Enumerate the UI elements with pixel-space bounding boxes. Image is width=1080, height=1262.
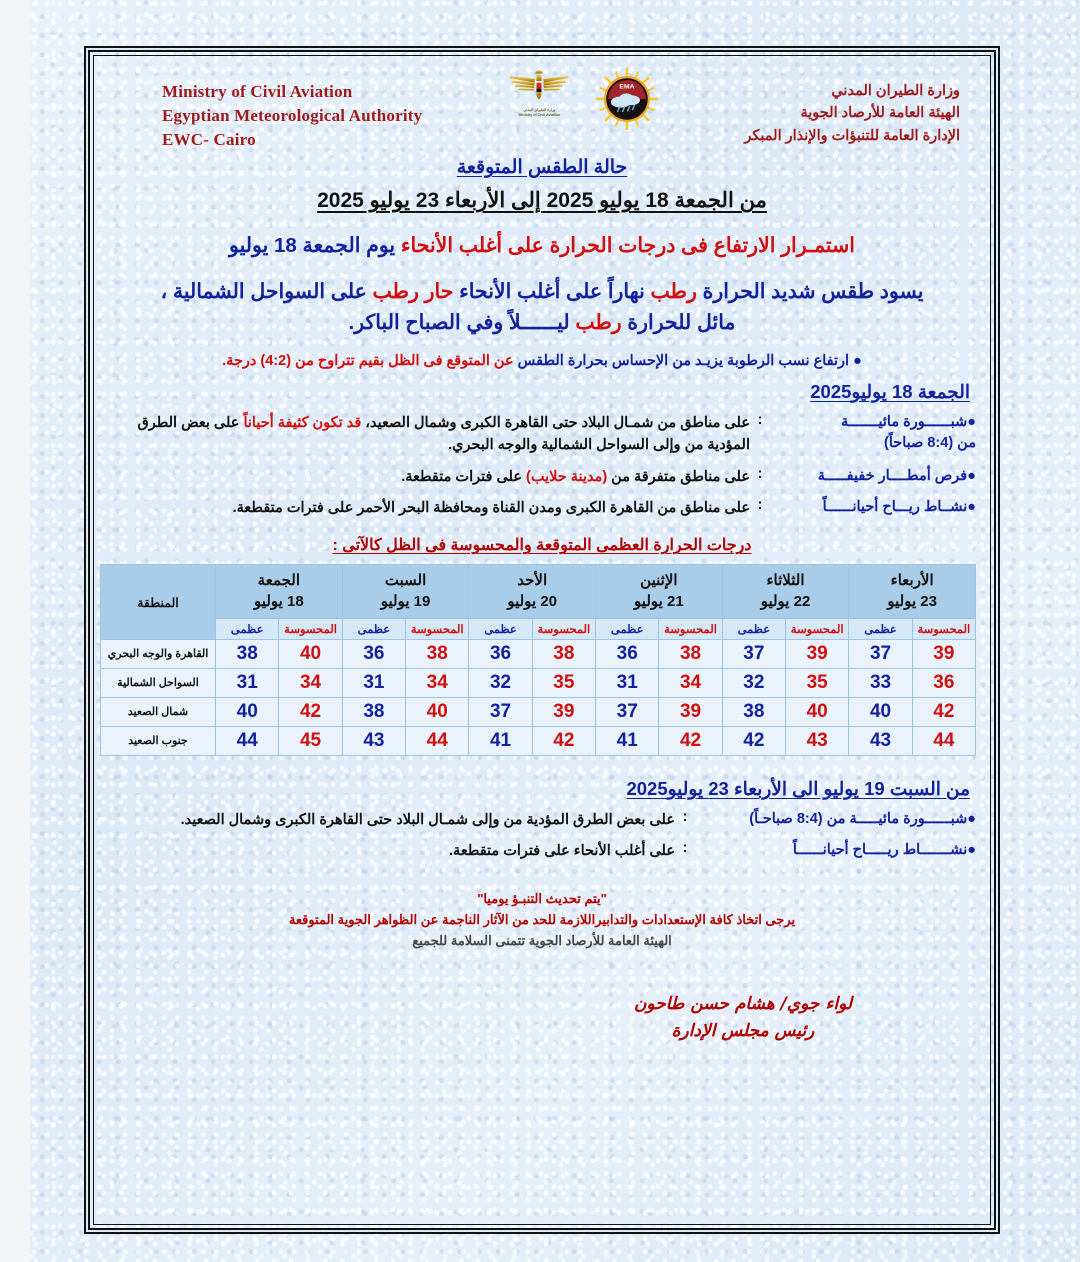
- sub-max-3: عظمى: [596, 618, 659, 639]
- table-day-header-2: [469, 565, 596, 619]
- footer-daily-update-note: "يتم تحديث التنبـؤ يوميا": [477, 890, 607, 906]
- table-region-header: المنطقة: [101, 565, 216, 640]
- headline-primary-red: استمـرار الارتفاع فى درجات الحرارة على أغلب الأنحاء: [400, 234, 855, 258]
- hl2-p2: نهاراً: [602, 280, 651, 304]
- signature-block: [108, 991, 976, 1045]
- cell-feel-r2-d2: 39: [532, 697, 595, 726]
- sub-feel-0: المحسوسة: [279, 618, 342, 639]
- friday-row-wind: [108, 497, 976, 519]
- weekend-row-fog-colon: :: [682, 808, 688, 825]
- hl3-p2: ليــــــلاً وفي الصباح الباكر.: [348, 310, 576, 334]
- footer-notes: [108, 889, 976, 951]
- cell-max-r0-d5: 37: [849, 639, 912, 668]
- scan-margin-left: [0, 0, 30, 1262]
- table-row: [101, 668, 976, 697]
- day-date-5: 23 يوليو: [887, 592, 937, 610]
- sub-feel-5: المحسوسة: [912, 618, 975, 639]
- weekend-rows: [108, 809, 976, 863]
- cell-max-r3-d1: 43: [342, 726, 405, 755]
- friday-section-heading: الجمعة 18 يوليو2025: [810, 380, 970, 402]
- cell-feel-r0-d1: 38: [406, 639, 469, 668]
- sub-max-4: عظمى: [722, 618, 785, 639]
- sub-feel-3: المحسوسة: [659, 618, 722, 639]
- cell-max-r0-d0: 38: [216, 639, 279, 668]
- cell-feel-r2-d1: 40: [406, 697, 469, 726]
- cell-feel-r3-d4: 43: [786, 726, 849, 755]
- table-day-header-4: [722, 565, 849, 619]
- cell-max-r1-d0: 31: [216, 668, 279, 697]
- cell-feel-r0-d4: 39: [786, 639, 849, 668]
- friday-row-wind-value: [108, 497, 754, 519]
- fog-v2: على بعض الطرق المؤدية من وإلى السواحل الشمالية والوجه البحري.: [137, 414, 750, 454]
- cell-max-r1-d2: 32: [469, 668, 532, 697]
- wind-v0: على مناطق من القاهرة الكبرى ومدن القناة ومحافظة البحر الأحمر على فترات متقطعة.: [232, 500, 750, 516]
- header-arabic-block: [744, 80, 960, 147]
- sub-max-5: عظمى: [849, 618, 912, 639]
- cell-max-r0-d4: 37: [722, 639, 785, 668]
- hl2-p0: يسود طقس شديد الحرارة: [696, 280, 924, 304]
- cell-max-r0-d1: 36: [342, 639, 405, 668]
- cell-max-r3-d3: 41: [596, 726, 659, 755]
- header-en-line-1: Ministry of Civil Aviation: [162, 82, 353, 101]
- cell-max-r2-d0: 40: [216, 697, 279, 726]
- hl2-p5: على السواحل الشمالية ،: [160, 280, 373, 304]
- headline-secondary-line-1: [108, 277, 976, 308]
- document-header: [108, 60, 976, 152]
- friday-row-fog-value: [108, 412, 754, 457]
- header-english-block: [162, 80, 422, 152]
- temperature-table-body: [101, 639, 976, 755]
- friday-row-fog-label: [766, 412, 976, 456]
- sub-feel-2: المحسوسة: [532, 618, 595, 639]
- winged-eagle-icon: [508, 68, 570, 102]
- hl2-p1: رطب: [650, 280, 697, 304]
- friday-row-fog: [108, 412, 976, 457]
- rain-v0: على مناطق متفرقة من: [607, 468, 750, 485]
- header-ar-line-3: الإدارة العامة للتنبؤات والإنذار المبكر: [744, 127, 960, 144]
- friday-row-wind-colon: :: [757, 497, 763, 513]
- fog-v1: قد تكون كثيفة أحياناً: [243, 414, 362, 431]
- cell-feel-r0-d2: 38: [532, 639, 595, 668]
- cell-feel-r1-d2: 35: [532, 668, 595, 697]
- cell-feel-r1-d4: 35: [786, 668, 849, 697]
- day-date-0: 18 يوليو: [254, 592, 304, 610]
- footer-precaution-note: يرجى اتخاذ كافة الإستعدادات والتدابيراللازمة للحد من الآثار الناجمة عن الظواهر الجوية المتوقعة: [288, 911, 796, 927]
- table-day-header-0: [216, 565, 343, 619]
- header-ar-line-2: الهيئة العامة للأرصاد الجوية: [800, 105, 960, 122]
- cell-feel-r2-d4: 40: [786, 697, 849, 726]
- cell-feel-r1-d0: 34: [279, 668, 342, 697]
- cell-feel-r1-d1: 34: [406, 668, 469, 697]
- ema-sun-cloud-icon: [596, 68, 658, 130]
- header-ar-line-1: وزارة الطيران المدني: [831, 83, 960, 99]
- day-name-5: الأربعاء: [890, 572, 934, 590]
- signature-name: لواء جوي/ هشام حسن طاحون: [633, 994, 853, 1015]
- cell-feel-r2-d0: 42: [279, 697, 342, 726]
- rain-v2: على فترات متقطعة.: [401, 468, 527, 485]
- day-name-2: الأحد: [517, 572, 548, 590]
- forecast-date-range: من الجمعة 18 يوليو 2025 إلى الأربعاء 23 يوليو 2025: [317, 189, 767, 213]
- table-header-row-days: [101, 565, 976, 619]
- headline-secondary-line-2: [108, 308, 976, 339]
- cell-max-r3-d0: 44: [216, 726, 279, 755]
- cell-max-r1-d3: 31: [596, 668, 659, 697]
- logo-caption-ar: وزارة الطيران المدني: [523, 108, 556, 112]
- weekend-row-wind-label: ●نشـــــــاط ريـــــاح أحيانــــــاً: [792, 842, 976, 859]
- sub-feel-4: المحسوسة: [786, 618, 849, 639]
- region-label-3: جنوب الصعيد: [101, 726, 216, 755]
- cell-max-r3-d5: 43: [849, 726, 912, 755]
- day-date-2: 20 يوليو: [507, 592, 558, 610]
- weekend-row-wind-value: على أغلب الأنحاء على فترات متقطعة.: [449, 843, 675, 860]
- weekend-row-wind-colon: :: [682, 840, 688, 857]
- footer-safety-note: الهيئة العامة للأرصاد الجوية تتمنى السلامة للجميع: [412, 932, 672, 948]
- day-date-1: 19 يوليو: [380, 592, 431, 610]
- signature-title: رئيس مجلس الإدارة: [671, 1021, 815, 1042]
- region-label-1: السواحل الشمالية: [101, 668, 216, 697]
- cell-max-r1-d5: 33: [849, 668, 912, 697]
- cell-max-r1-d1: 31: [342, 668, 405, 697]
- temperature-table: [100, 564, 976, 756]
- friday-row-rain-colon: :: [757, 465, 763, 482]
- friday-row-fog-label-line2: من (8:4 صباحاً): [884, 435, 976, 452]
- cell-max-r2-d1: 38: [342, 697, 405, 726]
- cell-feel-r1-d5: 36: [912, 668, 975, 697]
- logo-group: [508, 68, 658, 130]
- cell-feel-r3-d5: 44: [912, 726, 975, 755]
- friday-row-rain-value: [108, 466, 754, 488]
- cell-max-r2-d4: 38: [722, 697, 785, 726]
- region-label-2: شمال الصعيد: [101, 697, 216, 726]
- table-row: [101, 726, 976, 755]
- weekend-row-fog-label: ●شبــــــورة مائيـــــة من (8:4 صباحـاً): [749, 810, 976, 827]
- humidity-note-blue: ● ارتفاع نسب الرطوبة يزيـد من الإحساس بحرارة الطقس: [513, 352, 862, 369]
- cell-feel-r0-d5: 39: [912, 639, 975, 668]
- cell-max-r2-d2: 37: [469, 697, 532, 726]
- cell-feel-r0-d3: 38: [659, 639, 722, 668]
- cell-max-r0-d2: 36: [469, 639, 532, 668]
- headline-secondary: [108, 277, 976, 339]
- header-en-line-3: EWC- Cairo: [162, 130, 256, 150]
- weekend-row-fog-value: على بعض الطرق المؤدية من وإلى شمـال البلاد حتى القاهرة الكبرى وشمال الصعيد.: [180, 811, 675, 828]
- svg-text:EMA: EMA: [619, 83, 635, 91]
- region-label-0: القاهرة والوجه البحري: [101, 639, 216, 668]
- friday-row-wind-label: ●نشــاط ريـــاح أحيانــــــاً: [822, 499, 976, 515]
- headline-primary: [108, 231, 976, 261]
- friday-row-fog-colon: :: [757, 411, 763, 428]
- day-name-1: السبت: [384, 572, 427, 590]
- weekend-row-fog: [108, 809, 976, 831]
- sub-max-1: عظمى: [342, 618, 405, 639]
- day-name-0: الجمعة: [257, 572, 301, 590]
- cell-feel-r2-d5: 42: [912, 697, 975, 726]
- temperature-table-caption: درجات الحرارة العظمى المتوقعة والمحسوسة فى الظل كالآتى :: [332, 537, 752, 555]
- day-name-4: الثلاثاء: [766, 572, 805, 590]
- cell-feel-r3-d3: 42: [659, 726, 722, 755]
- page-title: حالة الطقس المتوقعة: [456, 157, 628, 179]
- headline-primary-blue: يوم الجمعة 18 يوليو: [229, 234, 396, 258]
- cell-max-r2-d3: 37: [596, 697, 659, 726]
- friday-row-fog-label-line1: ●شبــــــورة مائيـــــــة: [841, 413, 976, 430]
- logo-caption-en: Ministry of Civil Aviation: [518, 113, 561, 118]
- sub-max-0: عظمى: [216, 618, 279, 639]
- humidity-note-red: عن المتوقع فى الظل بقيم تتراوح من (4:2) درجة.: [222, 352, 514, 369]
- cell-feel-r2-d3: 39: [659, 697, 722, 726]
- day-date-3: 21 يوليو: [634, 592, 684, 610]
- friday-row-rain: [108, 466, 976, 488]
- cell-feel-r3-d1: 44: [406, 726, 469, 755]
- rain-v1: (مدينة حلايب): [526, 468, 608, 485]
- table-header-row-subs: [101, 618, 976, 639]
- sub-max-2: عظمى: [469, 618, 532, 639]
- table-day-header-1: [342, 565, 469, 619]
- day-date-4: 22 يوليو: [760, 592, 811, 610]
- hl2-p3: على أغلب الأنحاء: [453, 280, 603, 304]
- cell-feel-r3-d0: 45: [279, 726, 342, 755]
- hl3-p0: مائل للحرارة: [621, 310, 736, 334]
- header-en-line-2: Egyptian Meteorological Authority: [162, 106, 423, 126]
- humidity-note: [108, 353, 976, 369]
- cell-max-r1-d4: 32: [722, 668, 785, 697]
- ministry-of-civil-aviation-logo: [508, 68, 570, 118]
- friday-row-rain-label: ●فرص أمطــــار خفيفـــــة: [817, 467, 976, 484]
- egyptian-meteorological-authority-logo: [596, 68, 658, 130]
- friday-rows: [108, 412, 976, 520]
- signature-wrap: [528, 991, 958, 1045]
- cell-max-r3-d4: 42: [722, 726, 785, 755]
- day-name-3: الإثنين: [640, 572, 678, 590]
- weekend-section-heading: من السبت 19 يوليو الى الأربعاء 23 يوليو2025: [626, 777, 970, 799]
- fog-v0: على مناطق من شمـال البلاد حتى القاهرة الكبرى وشمال الصعيد،: [361, 414, 750, 431]
- sub-feel-1: المحسوسة: [406, 618, 469, 639]
- table-day-header-3: [596, 565, 723, 619]
- cell-max-r3-d2: 41: [469, 726, 532, 755]
- table-row: [101, 697, 976, 726]
- cell-max-r2-d5: 40: [849, 697, 912, 726]
- hl3-p1: رطب: [575, 310, 622, 334]
- document-frame: [88, 50, 996, 1230]
- table-row: [101, 639, 976, 668]
- hl2-p4: حار رطب: [372, 280, 454, 304]
- weekend-row-wind: [108, 840, 976, 862]
- cell-max-r0-d3: 36: [596, 639, 659, 668]
- table-day-header-5: [849, 565, 976, 619]
- cell-feel-r0-d0: 40: [279, 639, 342, 668]
- document-content: [90, 52, 994, 1228]
- cell-feel-r3-d2: 42: [532, 726, 595, 755]
- cell-feel-r1-d3: 34: [659, 668, 722, 697]
